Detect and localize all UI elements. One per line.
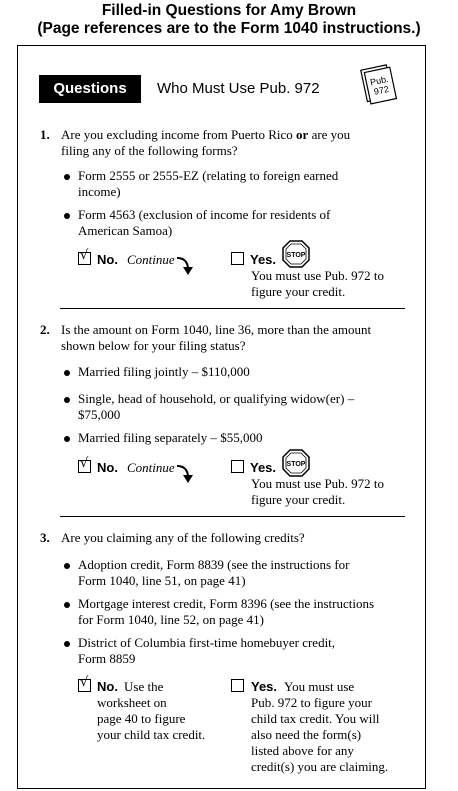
q2-yes-text-1: You must use Pub. 972 to (251, 476, 385, 491)
questions-label: Questions (39, 75, 141, 103)
bullet (64, 397, 70, 403)
q1-continue: Continue (127, 252, 175, 267)
q2-yes-label: Yes. (250, 460, 277, 475)
q3-yes-text-6: credit(s) you are claiming. (251, 759, 389, 774)
q1-no-checkbox[interactable]: √ (78, 252, 91, 265)
q3-bullet-2-line-2: for Form 1040, line 52, on page 41) (78, 612, 264, 627)
divider (60, 516, 405, 517)
q3-no-text-2: worksheet on (97, 695, 167, 710)
bullet (64, 370, 70, 376)
q2-no-label: No. (97, 460, 118, 475)
q3-bullet-1-line-2: Form 1040, line 51, on page 41) (78, 573, 246, 588)
bullet (64, 213, 70, 219)
q1-no-label: No. (97, 252, 118, 267)
stop-sign-icon (282, 449, 310, 477)
banner-title: Who Must Use Pub. 972 (157, 80, 320, 97)
q3-no-text-1: Use the (124, 679, 164, 694)
q3-yes-text-3: child tax credit. You will (251, 711, 380, 726)
q3-bullet-3-line-1: District of Columbia first-time homebuyer credit, (78, 635, 336, 650)
q3-no-text-3: page 40 to figure (97, 711, 186, 726)
stop-sign-text: STOP (286, 461, 306, 468)
q1-yes-checkbox[interactable] (231, 252, 244, 265)
q1-bullet-2-line-1: Form 4563 (exclusion of income for residents of (78, 207, 331, 222)
q1-bullet-2-line-2: American Samoa) (78, 223, 173, 238)
q1-bullet-1-line-2: income) (78, 184, 121, 199)
continue-arrow-icon (175, 255, 197, 277)
continue-arrow-icon (175, 463, 197, 485)
q3-bullet-3-line-2: Form 8859 (78, 651, 136, 666)
q1-yes-label: Yes. (250, 252, 277, 267)
q3-yes-text-4: also need the form(s) (251, 727, 362, 742)
q2-bullet-3: Married filing separately – $55,000 (78, 430, 263, 445)
q2-text-line-1: Is the amount on Form 1040, line 36, more than the amount (61, 322, 372, 337)
q1-text-line-1: Are you excluding income from Puerto Rico or are you (61, 127, 351, 142)
q3-number: 3. (40, 530, 50, 545)
bullet (64, 641, 70, 647)
q2-no-checkbox[interactable]: √ (78, 460, 91, 473)
q2-bullet-2-line-2: $75,000 (78, 407, 121, 422)
q3-no-checkbox[interactable]: √ (78, 679, 91, 692)
pub-icon-text-1: Pub. (369, 73, 390, 88)
q3-bullet-2-line-1: Mortgage interest credit, Form 8396 (see the instructions (78, 596, 375, 611)
q1-number: 1. (40, 127, 50, 142)
q3-bullet-1-line-1: Adoption credit, Form 8839 (see the instructions for (78, 557, 350, 572)
q2-continue: Continue (127, 460, 175, 475)
q1-bullet-1-line-1: Form 2555 or 2555-EZ (relating to foreign earned (78, 168, 339, 183)
q2-text-line-2: shown below for your filing status? (61, 338, 246, 353)
divider (60, 308, 405, 309)
header-title: Filled-in Questions for Amy Brown (101, 2, 357, 19)
bullet (64, 602, 70, 608)
stop-sign-text: STOP (286, 252, 306, 259)
q2-number: 2. (40, 322, 50, 337)
bullet (64, 436, 70, 442)
q3-yes-label: Yes. (251, 679, 278, 694)
q3-yes-checkbox[interactable] (231, 679, 244, 692)
stop-sign-icon (282, 240, 310, 268)
q3-yes-text-1: You must use (284, 679, 355, 694)
q3-text: Are you claiming any of the following credits? (61, 530, 305, 545)
q3-yes-text-2: Pub. 972 to figure your (251, 695, 372, 710)
q1-yes-text-1: You must use Pub. 972 to (251, 268, 385, 283)
q3-yes-text-5: listed above for any (251, 743, 354, 758)
pub-972-booklet-icon (358, 62, 398, 106)
q2-bullet-1: Married filing jointly – $110,000 (78, 364, 250, 379)
q3-no-label: No. (97, 679, 118, 694)
bullet (64, 563, 70, 569)
header-subtitle: (Page references are to the Form 1040 instructions.) (37, 20, 421, 37)
q2-yes-text-2: figure your credit. (251, 492, 346, 507)
q2-yes-checkbox[interactable] (231, 460, 244, 473)
pub-icon-text-2: 972 (373, 83, 390, 97)
q2-bullet-2-line-1: Single, head of household, or qualifying widow(er) – (78, 391, 355, 406)
q3-no-text-4: your child tax credit. (97, 727, 206, 742)
q1-yes-text-2: figure your credit. (251, 284, 346, 299)
q1-text-line-2: filing any of the following forms? (61, 143, 238, 158)
bullet (64, 174, 70, 180)
